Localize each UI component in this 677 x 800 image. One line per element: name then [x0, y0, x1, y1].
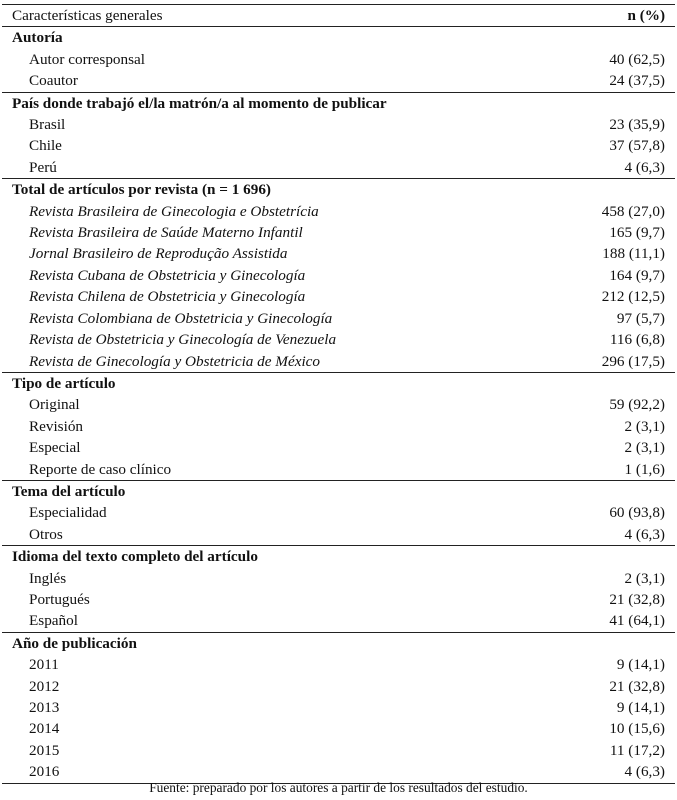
table-row [2, 697, 675, 718]
table-row [2, 437, 675, 458]
table-row [2, 49, 675, 70]
table-row [2, 502, 675, 523]
row-value: 9 (14,1) [616, 699, 665, 716]
row-label: 2015 [29, 741, 60, 759]
section-header-row [2, 92, 675, 114]
row-value: 165 (9,7) [609, 224, 665, 242]
table-row [2, 676, 675, 697]
table-row [2, 265, 675, 286]
section-title: Tema del artículo [2, 480, 567, 502]
row-value: 116 (6,8) [609, 331, 665, 349]
row-label: Original [29, 396, 80, 414]
section-title-value [567, 372, 675, 394]
row-label: Perú [29, 158, 57, 176]
section-header-row [2, 27, 675, 49]
row-value: 2 (3,1) [624, 569, 665, 587]
row-value: 164 (9,7) [609, 266, 665, 284]
row-label: Revista Colombiana de Obstetricia y Ginecología [29, 309, 333, 327]
section-title-value [567, 27, 675, 49]
row-label: Especial [29, 439, 81, 457]
row-value: 4 (6,3) [567, 761, 675, 783]
table-row [2, 416, 675, 437]
row-value: 1 (1,6) [624, 460, 665, 478]
row-value: 37 (57,8) [609, 137, 665, 155]
row-value: 296 (17,5) [601, 352, 665, 370]
row-label: Revisión [29, 417, 84, 435]
table-row [2, 70, 675, 92]
row-label: 2014 [29, 720, 60, 738]
row-value: 40 (62,5) [609, 50, 665, 68]
table-source-note: Fuente: preparado por los autores a partir de los resultados del estudio. [149, 780, 528, 795]
row-label: Coautor [29, 72, 78, 90]
section-header-row [2, 546, 675, 568]
row-label: Revista Cubana de Obstetricia y Ginecología [29, 266, 306, 284]
row-label: 2016 [2, 761, 567, 783]
section-title: Total de artículos por revista (n = 1 696) [2, 179, 567, 201]
section-title: Autoría [12, 29, 63, 47]
row-value: 458 (27,0) [601, 202, 665, 220]
row-value: 4 (6,3) [624, 158, 665, 176]
header-label: Características generales [2, 5, 567, 27]
row-label: Chile [29, 137, 62, 155]
section-header-row [2, 372, 675, 394]
table-row [2, 329, 675, 350]
table-body [2, 5, 675, 784]
row-label: Autor corresponsal [29, 50, 145, 68]
header-value: n (%) [567, 5, 675, 27]
row-value: 21 (32,8) [609, 677, 665, 695]
row-label: Revista de Ginecología y Obstetricia de México [29, 352, 320, 370]
row-label: Reporte de caso clínico [29, 460, 172, 478]
section-title-value [567, 179, 675, 201]
table-header-row [2, 5, 675, 27]
table-row [2, 201, 675, 222]
row-value: 60 (93,8) [609, 504, 665, 522]
section-title: País donde trabajó el/la matrón/a al momento de publicar [2, 92, 567, 114]
row-value: 9 (14,1) [616, 656, 665, 674]
row-label: Revista Brasileira de Ginecologia e Obstetrícia [29, 202, 319, 220]
row-label: Revista de Obstetricia y Ginecología de Venezuela [29, 331, 337, 349]
table-row [2, 114, 675, 135]
row-value: 24 (37,5) [609, 72, 665, 90]
row-label: 2012 [29, 677, 60, 695]
table-row [2, 654, 675, 675]
section-title: Tipo de artículo [2, 372, 567, 394]
section-title-value [567, 546, 675, 568]
section-header-row [2, 632, 675, 654]
row-value: 2 (3,1) [624, 417, 665, 435]
row-label: Revista Chilena de Obstetricia y Ginecología [29, 288, 306, 306]
table-row [2, 351, 675, 373]
table-row [2, 610, 675, 632]
table-row [2, 568, 675, 589]
table-row [2, 740, 675, 761]
table-row [2, 718, 675, 739]
table-row [2, 308, 675, 329]
row-label: Inglés [29, 569, 67, 587]
row-label: Español [29, 612, 78, 630]
table-row [2, 524, 675, 546]
row-value: 11 (17,2) [609, 741, 665, 759]
row-label: 2011 [29, 656, 59, 674]
row-label: Revista Brasileira de Saúde Materno Infantil [29, 224, 303, 242]
row-value: 212 (12,5) [601, 288, 665, 306]
table-row [2, 286, 675, 307]
row-value: 21 (32,8) [609, 590, 665, 608]
table-row [2, 394, 675, 415]
table-row [2, 157, 675, 179]
table-row [2, 222, 675, 243]
row-value: 97 (5,7) [616, 309, 665, 327]
row-label: Brasil [29, 116, 66, 134]
row-value: 10 (15,6) [609, 720, 665, 738]
characteristics-table [2, 4, 675, 784]
row-label: 2013 [29, 699, 60, 716]
row-label: Jornal Brasileiro de Reprodução Assistida [29, 245, 288, 263]
row-value: 188 (11,1) [602, 245, 665, 263]
table-row [2, 459, 675, 481]
row-value: 41 (64,1) [609, 612, 665, 630]
row-value: 2 (3,1) [624, 439, 665, 457]
section-title-value [567, 480, 675, 502]
table-row [2, 589, 675, 610]
table-row [2, 243, 675, 264]
section-title-value [567, 92, 675, 114]
table-row [2, 135, 675, 156]
section-header-row [2, 179, 675, 201]
row-label: Otros [29, 525, 63, 543]
section-title: Idioma del texto completo del artículo [2, 546, 567, 568]
section-header-row [2, 480, 675, 502]
row-value: 59 (92,2) [609, 396, 665, 414]
row-value: 4 (6,3) [624, 525, 665, 543]
row-value: 23 (35,9) [609, 116, 665, 134]
row-label: Especialidad [29, 504, 107, 522]
row-label: Portugués [29, 590, 90, 608]
section-title: Año de publicación [2, 632, 567, 654]
section-title-value [567, 632, 675, 654]
